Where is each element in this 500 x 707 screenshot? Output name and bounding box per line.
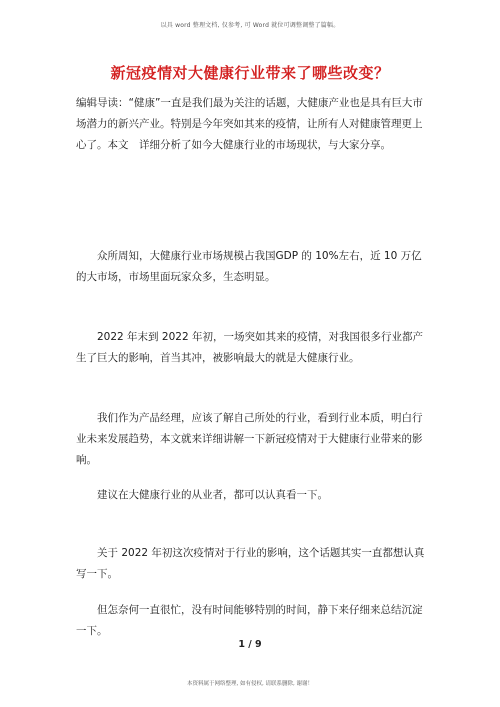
body-paragraph-3: 我们作为产品经理，应该了解自己所处的行业，看到行业本质，明白行业未来发展趋势，本文就来详细讲解一下新冠疫情对于大健康行业带来的影响。 (76, 412, 423, 466)
footer-note: 本资料属于网络整理, 如有侵权, 请联系删除, 谢谢！ (187, 681, 313, 687)
page-number: 1 / 9 (238, 639, 262, 650)
intro-paragraph: 编辑导读：“健康”一直是我们最为关注的话题，大健康产业也是具有巨大市场潜力的新兴产业。特别是今年突如其来的疫情，让所有人对健康管理更上心了。本文 详细分析了如今大健康行业的市场现状，与大家分享。 (76, 97, 423, 151)
body-paragraph-2: 2022 年末到 2022 年初，一场突如其来的疫情，对我国很多行业都产生了巨大的影响，首当其冲，被影响最大的就是大健康行业。 (76, 331, 423, 364)
header-note: 以具 word 整理文档, 仅参考, 可 Word 就位可调整调整了篇幅。 (160, 22, 340, 29)
body-paragraph-5: 关于 2022 年初这次疫情对于行业的影响，这个话题其实一直都想认真写一下。 (76, 547, 425, 580)
document-title: 新冠疫情对大健康行业带来了哪些改变？ (110, 64, 390, 82)
body-paragraph-4: 建议在大健康行业的从业者，都可以认真看一下。 (97, 489, 328, 501)
body-paragraph-6: 但怎奈何一直很忙，没有时间能够特别的时间，静下来仔细来总结沉淀一下。 (76, 604, 423, 637)
body-paragraph-1: 众所周知，大健康行业市场规模占我国GDP 的 10%左右，近 10 万亿的大市场，市场里面玩家众多，生态明显。 (76, 250, 422, 283)
